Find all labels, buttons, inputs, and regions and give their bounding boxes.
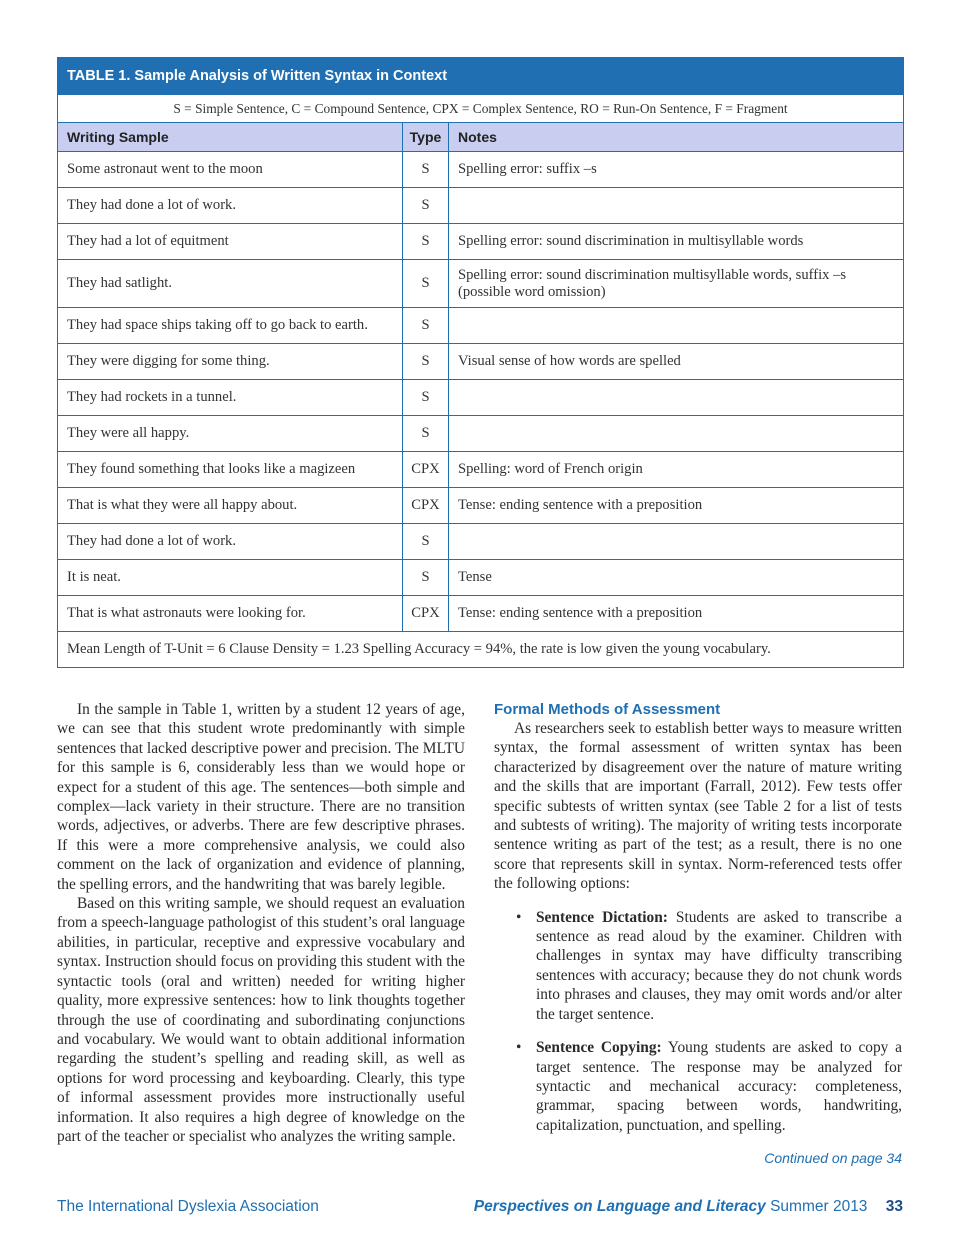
table-row — [58, 452, 904, 488]
bullet-text: Students are asked to transcribe a sentence as read aloud by the examiner. Children with challenges in syntax may have difficulty transcribing sentences with accuracy; because they do not chunk words into phrases and clauses, they may omit words and/or alter the target sentence. — [536, 908, 902, 1023]
list-item — [494, 1038, 902, 1135]
intro-paragraph: As researchers seek to establish better ways to measure written syntax, the formal assessment of written syntax has been characterized by disagreement over the nature of mature writing and the skills that are important (Farrall, 2012). Few tests offer specific subtests of written syntax (see Table 2 for a list of tests and subtests of writing). The majority of writing tests incorporate sentence writing as part of the test; as a result, there is no one score that represents skill in syntax. Norm-referenced tests offer the following options: — [494, 720, 902, 893]
cell-type: S — [403, 260, 449, 308]
list-item — [494, 908, 902, 1024]
cell-notes: Tense — [449, 560, 904, 596]
cell-writing-sample: That is what they were all happy about. — [58, 488, 403, 524]
cell-writing-sample: They had space ships taking off to go back to earth. — [58, 308, 403, 344]
cell-notes: Spelling error: sound discrimination multisyllable words, suffix –s (possible word omission) — [449, 260, 904, 308]
table-row — [58, 152, 904, 188]
cell-notes — [449, 380, 904, 416]
cell-writing-sample: They were all happy. — [58, 416, 403, 452]
footer-organization: The International Dyslexia Association — [57, 1198, 319, 1215]
bullet-icon: • — [516, 908, 522, 926]
footer-journal: Perspectives on Language and Literacy — [473, 1198, 766, 1215]
cell-writing-sample: They were digging for some thing. — [58, 344, 403, 380]
cell-writing-sample: They had done a lot of work. — [58, 188, 403, 224]
table-row — [58, 224, 904, 260]
cell-notes: Tense: ending sentence with a preposition — [449, 596, 904, 632]
bullet-icon: • — [516, 1039, 522, 1057]
footer-issue: Summer 2013 — [770, 1198, 868, 1215]
table-row — [58, 488, 904, 524]
cell-writing-sample: They had satlight. — [58, 260, 403, 308]
left-column — [57, 700, 465, 1146]
table-row — [58, 260, 904, 308]
bullet-term: Sentence Copying: — [536, 1039, 662, 1057]
cell-type: S — [403, 152, 449, 188]
cell-type: S — [403, 308, 449, 344]
table-title: TABLE 1. Sample Analysis of Written Syntax in Context — [58, 58, 904, 95]
paragraph: Based on this writing sample, we should request an evaluation from a speech-language pathologist of this student’s oral language abilities, in particular, receptive and expressive vocabulary and syntax. Instruction should focus on providing this student with the syntactic tools (oral and written) needed for writing higher quality, more expressive sentences: how to link thoughts together through the use of coordinating and subordinating conjunctions and vocabulary. We would want to obtain additional information regarding the student’s spelling and reading skill, as well as options for word processing and keyboarding. Clearly, this type of informal assessment provides more instructionally useful information. It also requires a high degree of knowledge on the part of the teacher or specialist who analyzes the writing sample. — [57, 895, 465, 1145]
col-header-writing-sample: Writing Sample — [58, 123, 403, 152]
table-legend: S = Simple Sentence, C = Compound Sentence, CPX = Complex Sentence, RO = Run-On Sentence, F = Fragment — [58, 95, 904, 123]
cell-notes: Spelling error: suffix –s — [449, 152, 904, 188]
table-row — [58, 416, 904, 452]
cell-writing-sample: They had rockets in a tunnel. — [58, 380, 403, 416]
section-heading: Formal Methods of Assessment — [494, 701, 721, 718]
cell-type: S — [403, 524, 449, 560]
cell-writing-sample: Some astronaut went to the moon — [58, 152, 403, 188]
table-row — [58, 188, 904, 224]
cell-notes: Spelling: word of French origin — [449, 452, 904, 488]
col-header-type: Type — [403, 123, 449, 152]
cell-notes — [449, 524, 904, 560]
options-list — [494, 908, 902, 1135]
cell-type: S — [403, 224, 449, 260]
page-footer — [57, 1198, 903, 1222]
cell-notes: Tense: ending sentence with a preposition — [449, 488, 904, 524]
table-row — [58, 344, 904, 380]
cell-type: CPX — [403, 452, 449, 488]
cell-type: S — [403, 416, 449, 452]
syntax-analysis-table — [57, 57, 904, 668]
cell-notes — [449, 188, 904, 224]
bullet-text: Young students are asked to copy a target sentence. The response may be analyzed for syntactic and mechanical accuracy: completeness, grammar, spacing between words, handwriting, capitalization, punctuation, and spelling. — [536, 1039, 903, 1134]
cell-writing-sample: It is neat. — [58, 560, 403, 596]
cell-type: S — [403, 188, 449, 224]
continued-link[interactable]: Continued on page 34 — [764, 1150, 902, 1167]
bullet-term: Sentence Dictation: — [536, 908, 668, 926]
cell-type: CPX — [403, 488, 449, 524]
table-row — [58, 308, 904, 344]
page-number: 33 — [885, 1198, 903, 1215]
table-row — [58, 524, 904, 560]
cell-writing-sample: That is what astronauts were looking for. — [58, 596, 403, 632]
footer-publication — [474, 1198, 903, 1216]
cell-notes — [449, 416, 904, 452]
cell-type: S — [403, 560, 449, 596]
paragraph: In the sample in Table 1, written by a student 12 years of age, we can see that this student wrote predominantly with simple sentences that lacked descriptive power and precision. The MLTU for this sample is 6, considerably less than we would hope or expect for a student of this age. The sentences—both simple and complex—lack variety in their structure. There are no transition words, adjectives, or adverbs. There are few descriptive phrases. If this were a more comprehensive analysis, we could also comment on the lack of organization and evidence of planning, the spelling errors, and the handwriting that was barely legible. — [57, 701, 465, 893]
cell-type: S — [403, 380, 449, 416]
table-row — [58, 560, 904, 596]
col-header-notes: Notes — [449, 123, 904, 152]
cell-notes — [449, 308, 904, 344]
table-summary: Mean Length of T-Unit = 6 Clause Density = 1.23 Spelling Accuracy = 94%, the rate is low given the young vocabulary. — [58, 632, 904, 668]
cell-writing-sample: They found something that looks like a magizeen — [58, 452, 403, 488]
cell-writing-sample: They had a lot of equitment — [58, 224, 403, 260]
cell-notes: Visual sense of how words are spelled — [449, 344, 904, 380]
cell-type: CPX — [403, 596, 449, 632]
table-row — [58, 380, 904, 416]
cell-type: S — [403, 344, 449, 380]
table-row — [58, 596, 904, 632]
cell-notes: Spelling error: sound discrimination in multisyllable words — [449, 224, 904, 260]
right-column — [494, 700, 902, 1169]
table-body — [58, 152, 904, 632]
cell-writing-sample: They had done a lot of work. — [58, 524, 403, 560]
